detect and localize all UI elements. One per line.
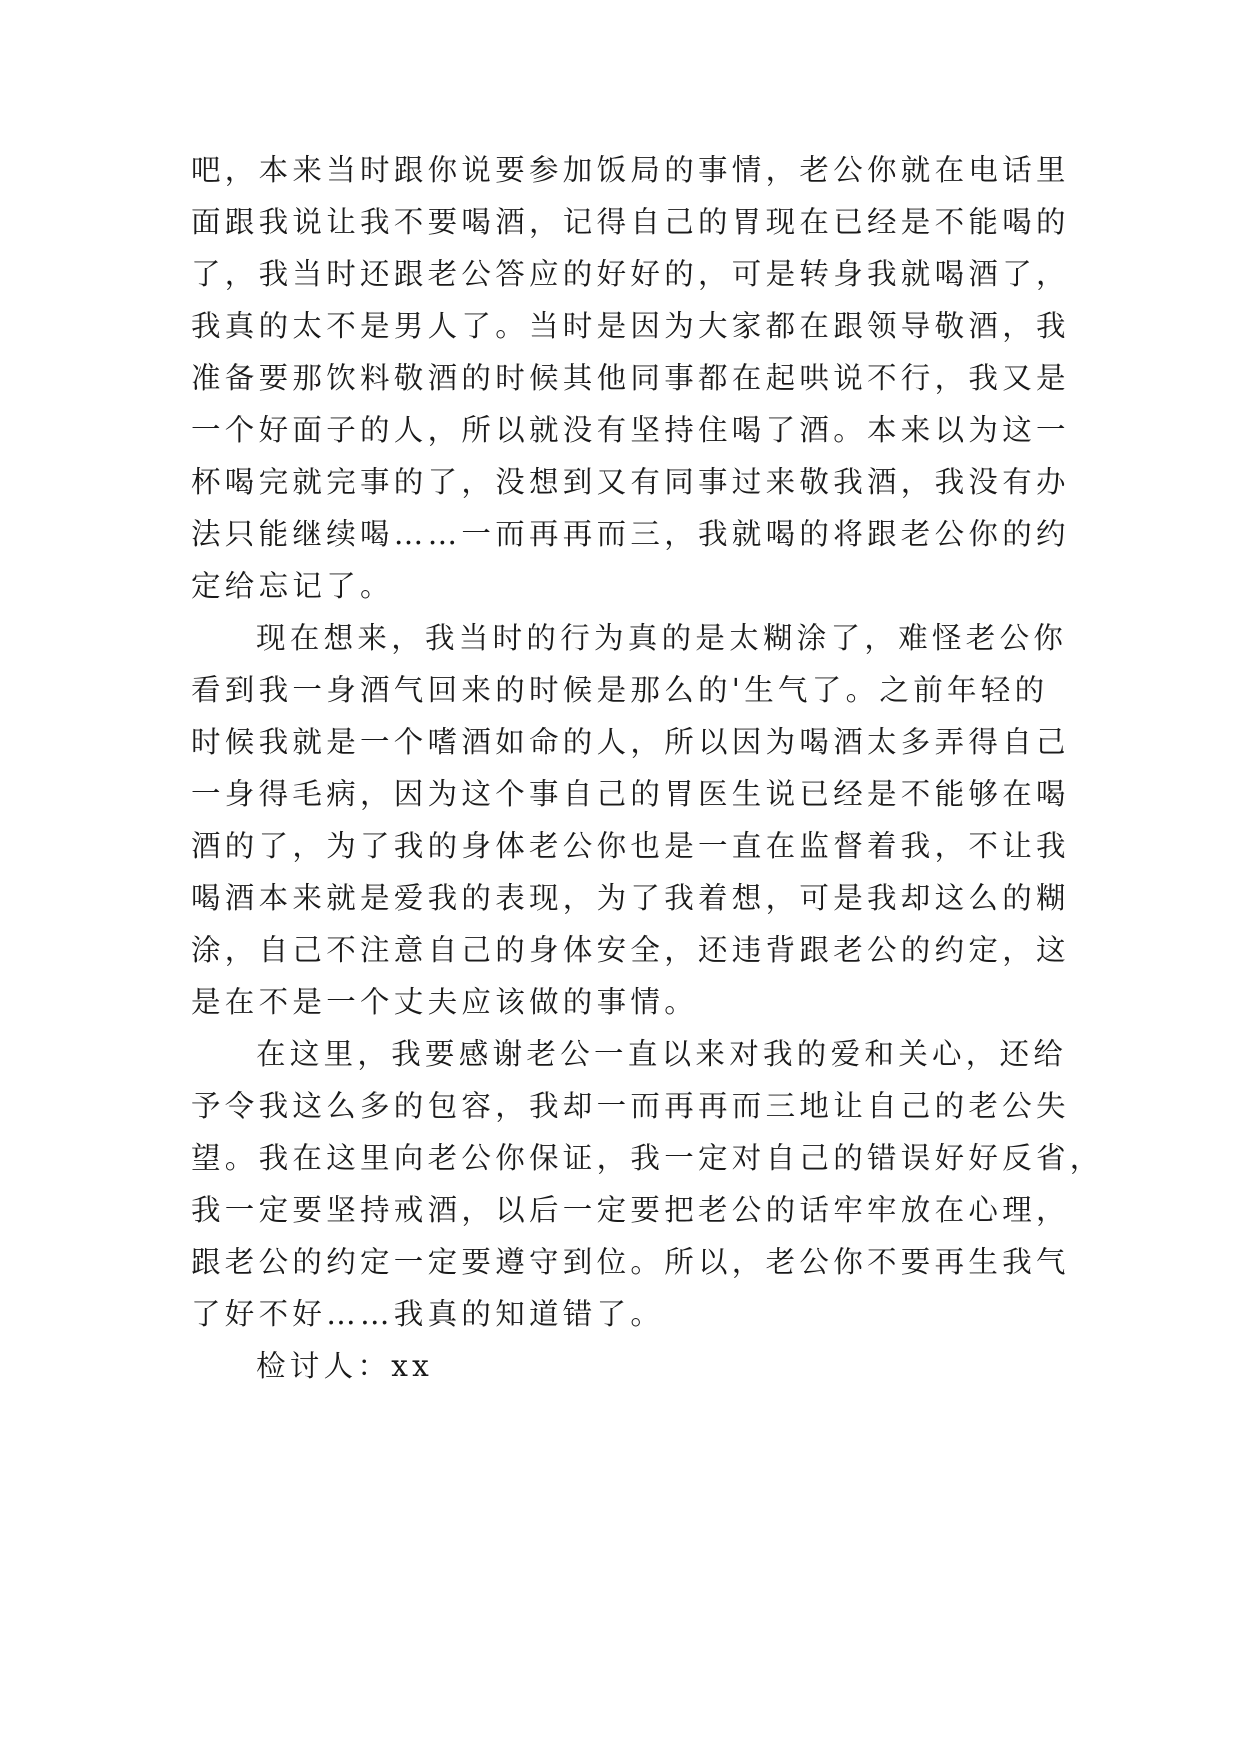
text-line: 喝酒本来就是爱我的表现，为了我着想，可是我却这么的糊 [191,881,1070,915]
text-line: 我真的太不是男人了。当时是因为大家都在跟领导敬酒，我 [191,309,1070,343]
text-line: 面跟我说让我不要喝酒，记得自己的胃现在已经是不能喝的 [191,205,1070,239]
text-line: 涂，自己不注意自己的身体安全，还违背跟老公的约定，这 [191,933,1070,967]
text-line: 跟老公的约定一定要遵守到位。所以，老公你不要再生我气 [191,1245,1070,1279]
text-line: 时候我就是一个嗜酒如命的人，所以因为喝酒太多弄得自己 [191,725,1070,759]
text-line: 望。我在这里向老公你保证，我一定对自己的错误好好反省， [191,1141,1104,1175]
text-line: 酒的了，为了我的身体老公你也是一直在监督着我，不让我 [191,829,1070,863]
text-line: 一身得毛病，因为这个事自己的胃医生说已经是不能够在喝 [191,777,1070,811]
text-line: 了，我当时还跟老公答应的好好的，可是转身我就喝酒了， [191,257,1070,291]
paragraph-start-line: 在这里，我要感谢老公一直以来对我的爱和关心，还给 [256,1037,1068,1071]
text-line: 看到我一身酒气回来的时候是那么的'生气了。之前年轻的 [191,673,1049,707]
text-line: 一个好面子的人，所以就没有坚持住喝了酒。本来以为这一 [191,413,1070,447]
paragraph-start-line: 现在想来，我当时的行为真的是太糊涂了，难怪老公你 [256,621,1068,655]
text-line: 是在不是一个丈夫应该做的事情。 [191,985,699,1019]
text-line: 法只能继续喝……一而再再而三，我就喝的将跟老公你的约 [191,517,1070,551]
text-line: 了好不好……我真的知道错了。 [191,1297,665,1331]
signature-line: 检讨人：xx [256,1349,434,1383]
text-line: 予令我这么多的包容，我却一而再再而三地让自己的老公失 [191,1089,1070,1123]
text-line: 定给忘记了。 [191,569,394,603]
text-line: 准备要那饮料敬酒的时候其他同事都在起哄说不行，我又是 [191,361,1070,395]
text-line: 我一定要坚持戒酒，以后一定要把老公的话牢牢放在心理， [191,1193,1070,1227]
text-line: 杯喝完就完事的了，没想到又有同事过来敬我酒，我没有办 [191,465,1070,499]
text-line: 吧，本来当时跟你说要参加饭局的事情，老公你就在电话里 [191,153,1070,187]
